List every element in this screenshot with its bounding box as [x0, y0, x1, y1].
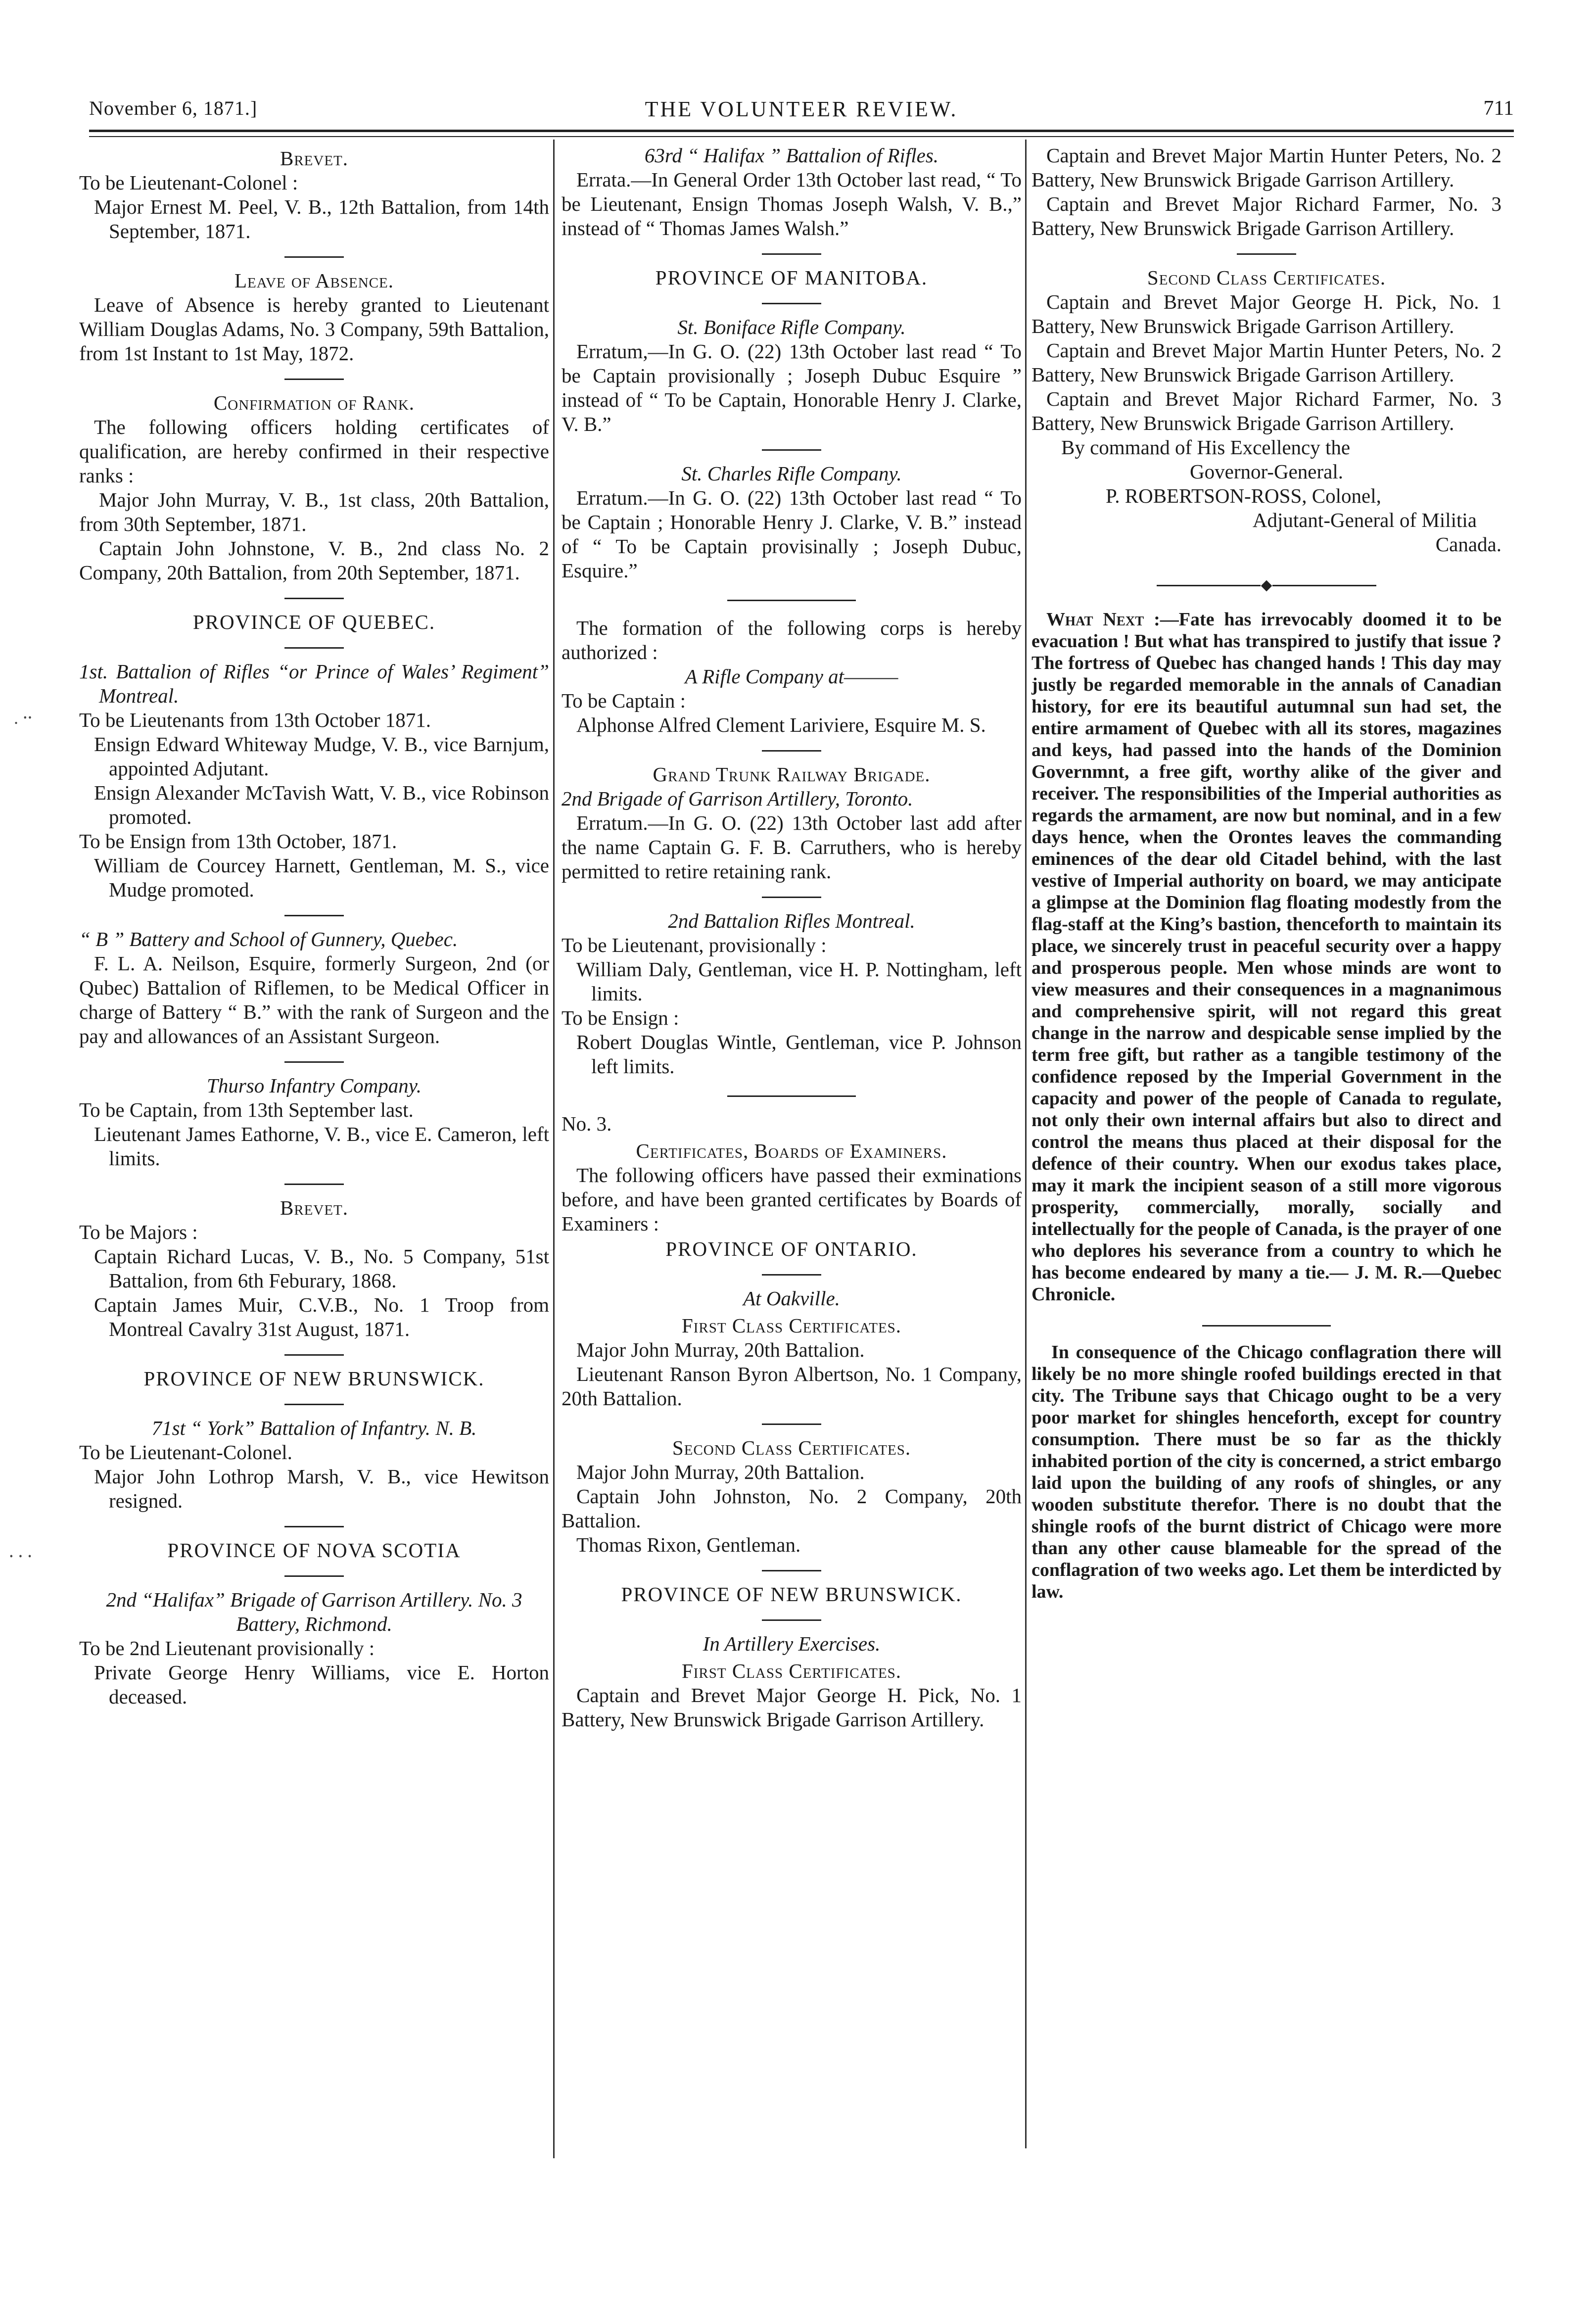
- margin-mark: . ⸱⸱: [14, 708, 33, 728]
- separator-rule: [762, 897, 821, 898]
- signature-title: Canada.: [1435, 533, 1501, 556]
- appointment-entry: Major John Murray, V. B., 1st class, 20th Battalion, from 30th September, 1871.: [79, 488, 549, 535]
- appointment-entry: Captain and Brevet Major Martin Hunter Peters, No. 2 Battery, New Brunswick Brigade Garrison Artillery.: [1031, 144, 1501, 191]
- text-line: To be Lieutenant-Colonel.: [79, 1441, 292, 1464]
- unit-heading: 63rd “ Halifax ” Battalion of Rifles.: [644, 144, 939, 167]
- appointment-entry: Alphonse Alfred Clement Lariviere, Esquire M. S.: [576, 713, 986, 736]
- column-divider-1: [553, 140, 555, 2158]
- appointment-entry: Captain John Johnston, No. 2 Company, 20th Battalion.: [562, 1485, 1022, 1532]
- unit-heading: A Rifle Company at———: [685, 665, 898, 688]
- separator-rule: [762, 449, 821, 451]
- unit-heading: 2nd Brigade of Garrison Artillery, Toronto.: [562, 787, 913, 810]
- appointment-entry: William de Courcey Harnett, Gentleman, M. S., vice Mudge promoted.: [94, 854, 549, 901]
- unit-heading: 2nd Battalion Rifles Montreal.: [668, 909, 915, 932]
- separator-rule: [762, 750, 821, 752]
- separator-rule: [284, 256, 344, 258]
- paragraph: The formation of the following corps is hereby authorized :: [562, 617, 1022, 664]
- header-rule-thin: [89, 136, 1514, 137]
- appointment-entry: Thomas Rixon, Gentleman.: [576, 1533, 801, 1556]
- separator-rule: [762, 1423, 821, 1425]
- command-line: By command of His Excellency the: [1061, 436, 1351, 459]
- province-heading: PROVINCE OF ONTARIO.: [665, 1237, 918, 1260]
- unit-heading: 1st. Battalion of Rifles “or Prince of Wales’ Regiment” Montreal.: [79, 660, 549, 707]
- province-heading: PROVINCE OF MANITOBA.: [655, 266, 928, 289]
- order-number: No. 3.: [562, 1112, 612, 1135]
- unit-heading: 71st “ York” Battalion of Infantry. N. B.: [151, 1417, 477, 1439]
- appointment-entry: Captain and Brevet Major George H. Pick, No. 1 Battery, New Brunswick Brigade Garrison Artillery.: [562, 1684, 1022, 1731]
- text-line: To be Captain :: [562, 689, 686, 712]
- separator-rule: [284, 1061, 344, 1063]
- separator-rule: [762, 253, 821, 255]
- separator-rule: [284, 1575, 344, 1577]
- unit-heading: 2nd “Halifax” Brigade of Garrison Artillery. No. 3 Battery, Richmond.: [106, 1588, 522, 1635]
- margin-mark: ⸱ ⸱ ⸱: [9, 1547, 32, 1566]
- column-2: [562, 143, 1022, 1732]
- separator-rule: [284, 1354, 344, 1356]
- page-header: [89, 96, 1514, 131]
- appointment-entry: William Daly, Gentleman, vice H. P. Nottingham, left limits.: [576, 958, 1022, 1005]
- appointment-entry: Major John Murray, 20th Battalion.: [576, 1461, 865, 1483]
- province-heading: PROVINCE OF NEW BRUNSWICK.: [621, 1583, 962, 1606]
- unit-heading: “ B ” Battery and School of Gunnery, Quebec.: [79, 928, 458, 950]
- command-line: Governor-General.: [1190, 460, 1343, 483]
- appointment-entry: Captain John Johnstone, V. B., 2nd class No. 2 Company, 20th Battalion, from 20th September, 1871.: [79, 537, 549, 584]
- section-heading: Brevet.: [280, 1196, 349, 1219]
- paragraph: F. L. A. Neilson, Esquire, formerly Surgeon, 2nd (or Qubec) Battalion of Riflemen, to be Medical Officer in charge of Battery “ B.” with the rank of Surgeon and the pay and allowances of an Assistant Surgeon.: [79, 952, 549, 1047]
- separator-rule: [762, 1570, 821, 1571]
- appointment-entry: Lieutenant Ranson Byron Albertson, No. 1 Company, 20th Battalion.: [562, 1363, 1022, 1410]
- paragraph: Errata.—In General Order 13th October last read, “ To be Lieutenant, Ensign Thomas Joseph Walsh, V. B.,” instead of “ Thomas James Walsh.”: [562, 168, 1022, 239]
- appointment-entry: Major John Lothrop Marsh, V. B., vice Hewitson resigned.: [94, 1465, 549, 1512]
- paragraph: Erratum.—In G. O. (22) 13th October last read “ To be Captain ; Honorable Henry J. Clarke, V. B.” instead of “ To be Captain provisinally ; Joseph Dubuc, Esquire.”: [562, 486, 1022, 582]
- separator-rule: [727, 600, 856, 601]
- issue-date: November 6, 1871.]: [89, 97, 258, 119]
- separator-rule: [284, 1526, 344, 1527]
- text-line: To be Ensign from 13th October, 1871.: [79, 830, 397, 853]
- appointment-entry: Lieutenant James Eathorne, V. B., vice E. Cameron, left limits.: [94, 1123, 549, 1170]
- separator-rule: [1202, 1325, 1331, 1327]
- header-rule: [89, 130, 1514, 132]
- text-line: To be Ensign :: [562, 1006, 679, 1029]
- appointment-entry: Major Ernest M. Peel, V. B., 12th Battalion, from 14th September, 1871.: [94, 195, 549, 242]
- separator-rule: [727, 1095, 856, 1097]
- column-1: [79, 143, 549, 1709]
- text-line: To be Majors :: [79, 1221, 198, 1243]
- appointment-entry: Captain James Muir, C.V.B., No. 1 Troop from Montreal Cavalry 31st August, 1871.: [94, 1293, 549, 1340]
- appointment-entry: Private George Henry Williams, vice E. Horton deceased.: [94, 1661, 549, 1708]
- section-heading: Certificates, Boards of Examiners.: [636, 1139, 947, 1162]
- unit-heading: At Oakville.: [743, 1287, 840, 1310]
- text-line: To be 2nd Lieutenant provisionally :: [79, 1637, 375, 1660]
- page-number: 711: [1483, 97, 1514, 120]
- column-divider-2: [1025, 140, 1027, 2148]
- section-heading: First Class Certificates.: [681, 1660, 902, 1682]
- text-line: To be Lieutenant, provisionally :: [562, 934, 827, 956]
- appointment-entry: Ensign Edward Whiteway Mudge, V. B., vice Barnjum, appointed Adjutant.: [94, 733, 549, 780]
- unit-heading: In Artillery Exercises.: [703, 1632, 881, 1655]
- appointment-entry: Captain Richard Lucas, V. B., No. 5 Company, 51st Battalion, from 6th Feburary, 1868.: [94, 1245, 549, 1292]
- separator-rule: [284, 379, 344, 380]
- province-heading: PROVINCE OF NEW BRUNSWICK.: [143, 1367, 485, 1390]
- signature-title: Adjutant-General of Militia: [1252, 509, 1477, 531]
- appointment-entry: Ensign Alexander McTavish Watt, V. B., vice Robinson promoted.: [94, 781, 549, 828]
- signature-name: P. ROBERTSON-ROSS, Colonel,: [1106, 484, 1381, 507]
- province-heading: PROVINCE OF QUEBEC.: [192, 611, 436, 633]
- column-3: [1031, 143, 1501, 1603]
- text-line: To be Lieutenant-Colonel :: [79, 171, 298, 194]
- news-paragraph: In consequence of the Chicago conflagration there will likely be no more shingle roofed buildings erected in that city. The Tribune says that Chicago ought to be a very poor market for shingles henceforth, except for country consumption. There must be so far as the thickly inhabited portion of the city is concerned, a strict embargo laid upon the building of any roofs of shingles, or any wooden substitute therefor. There is no doubt that the shingle roofs of the burnt district of Chicago were more than any other cause blameable for the spread of the conflagration of two weeks ago. Let them be interdicted by law.: [1031, 1342, 1501, 1602]
- separator-rule: [284, 598, 344, 599]
- unit-heading: St. Boniface Rifle Company.: [677, 316, 906, 338]
- section-heading: Grand Trunk Railway Brigade.: [653, 763, 931, 786]
- appointment-entry: Major John Murray, 20th Battalion.: [576, 1338, 865, 1361]
- province-heading: PROVINCE OF NOVA SCOTIA: [167, 1539, 461, 1562]
- text-line: To be Captain, from 13th September last.: [79, 1098, 414, 1121]
- unit-heading: St. Charles Rifle Company.: [681, 462, 902, 485]
- appointment-entry: Captain and Brevet Major Richard Farmer, No. 3 Battery, New Brunswick Brigade Garrison Artillery.: [1031, 192, 1501, 239]
- separator-rule: [762, 1274, 821, 1276]
- section-heading: Brevet.: [280, 147, 349, 170]
- separator-rule: [284, 647, 344, 649]
- text-line: To be Lieutenants from 13th October 1871.: [79, 709, 431, 731]
- paragraph: The following officers holding certificates of qualification, are hereby confirmed in their respective ranks :: [79, 416, 549, 487]
- separator-rule: [284, 915, 344, 916]
- appointment-entry: Robert Douglas Wintle, Gentleman, vice P. Johnson left limits.: [576, 1031, 1022, 1078]
- paragraph: Erratum.—In G. O. (22) 13th October last add after the name Captain G. F. B. Carruthers, who is hereby permitted to retire retaining rank.: [562, 811, 1022, 883]
- section-heading: Confirmation of Rank.: [213, 391, 415, 414]
- appointment-entry: Captain and Brevet Major Richard Farmer, No. 3 Battery, New Brunswick Brigade Garrison Artillery.: [1031, 387, 1501, 434]
- unit-heading: Thurso Infantry Company.: [207, 1074, 422, 1097]
- section-heading: Second Class Certificates.: [1147, 266, 1386, 289]
- paragraph: Erratum,—In G. O. (22) 13th October last read “ To be Captain provisionally ; Joseph Dubuc Esquire ” instead of “ To be Captain, Honorable Henry J. Clarke, V. B.”: [562, 340, 1022, 435]
- appointment-entry: Captain and Brevet Major Martin Hunter Peters, No. 2 Battery, New Brunswick Brigade Garrison Artillery.: [1031, 339, 1501, 386]
- section-heading: Leave of Absence.: [234, 269, 394, 292]
- ornament-divider: [1031, 571, 1501, 596]
- newspaper-title: THE VOLUNTEER REVIEW.: [645, 97, 958, 121]
- separator-rule: [762, 1619, 821, 1621]
- section-heading: First Class Certificates.: [681, 1314, 902, 1337]
- news-paragraph: [1031, 609, 1501, 1305]
- paragraph: The following officers have passed their exminations before, and have been granted certificates by Boards of Examiners :: [562, 1164, 1022, 1235]
- news-body: —Fate has irrevocably doomed it to be evacuation ! But what has transpired to justify that issue ? The fortress of Quebec has changed hands ! This day may justly be regarded memorable in the annals of Canadian history, for ere its beautiful autumnal sun had set, the entire armament of Quebec with all its stores, magazines and keys, had passed into the hands of the Dominion Governmnt, a free gift, worthy alike of the giver and receiver. The responsibilities of the Imperial authorities as regards the armament, are now but nominal, and in a few days hence, when the Orontes leaves the commanding eminences of the dear old Citadel behind, with the last vestive of Imperial authority on board, we may anticipate a glimpse at the Dominion flag floating modestly from the flag-staff at the King’s bastion, thenceforth to maintain its place, we sincerely trust in peaceful security over a happy and prosperous people. Men whose minds are wont to view measures and their consequences in a magnanimous and comprehensive spirit, will not regard this great change in the narrow and despicable sense implied by the term free gift, but rather as a tangible testimony of the confidence reposed by the Imperial Government in the capacity and power of the people of Canada to regulate, not only their own internal affairs but also to direct and control the means thus placed at their disposal for the defence of their country. When our exodus takes place, may it mark the incipient season of a still more vigorous prosperity, commercially, morally, socially and intellectually for the people of Canada, is the prayer of one who deplores his severance from a country to which he has become endeared by many a tie.— J. M. R.—Quebec Chronicle.: [1031, 609, 1501, 1305]
- section-heading: Second Class Certificates.: [672, 1436, 911, 1459]
- separator-rule: [284, 1184, 344, 1185]
- separator-rule: [1237, 253, 1296, 255]
- appointment-entry: Captain and Brevet Major George H. Pick, No. 1 Battery, New Brunswick Brigade Garrison Artillery.: [1031, 290, 1501, 337]
- news-lead: What Next :: [1046, 609, 1160, 630]
- separator-rule: [762, 303, 821, 304]
- separator-rule: [284, 1404, 344, 1405]
- paragraph: Leave of Absence is hereby granted to Lieutenant William Douglas Adams, No. 3 Company, 59th Battalion, from 1st Instant to 1st May, 1872.: [79, 293, 549, 365]
